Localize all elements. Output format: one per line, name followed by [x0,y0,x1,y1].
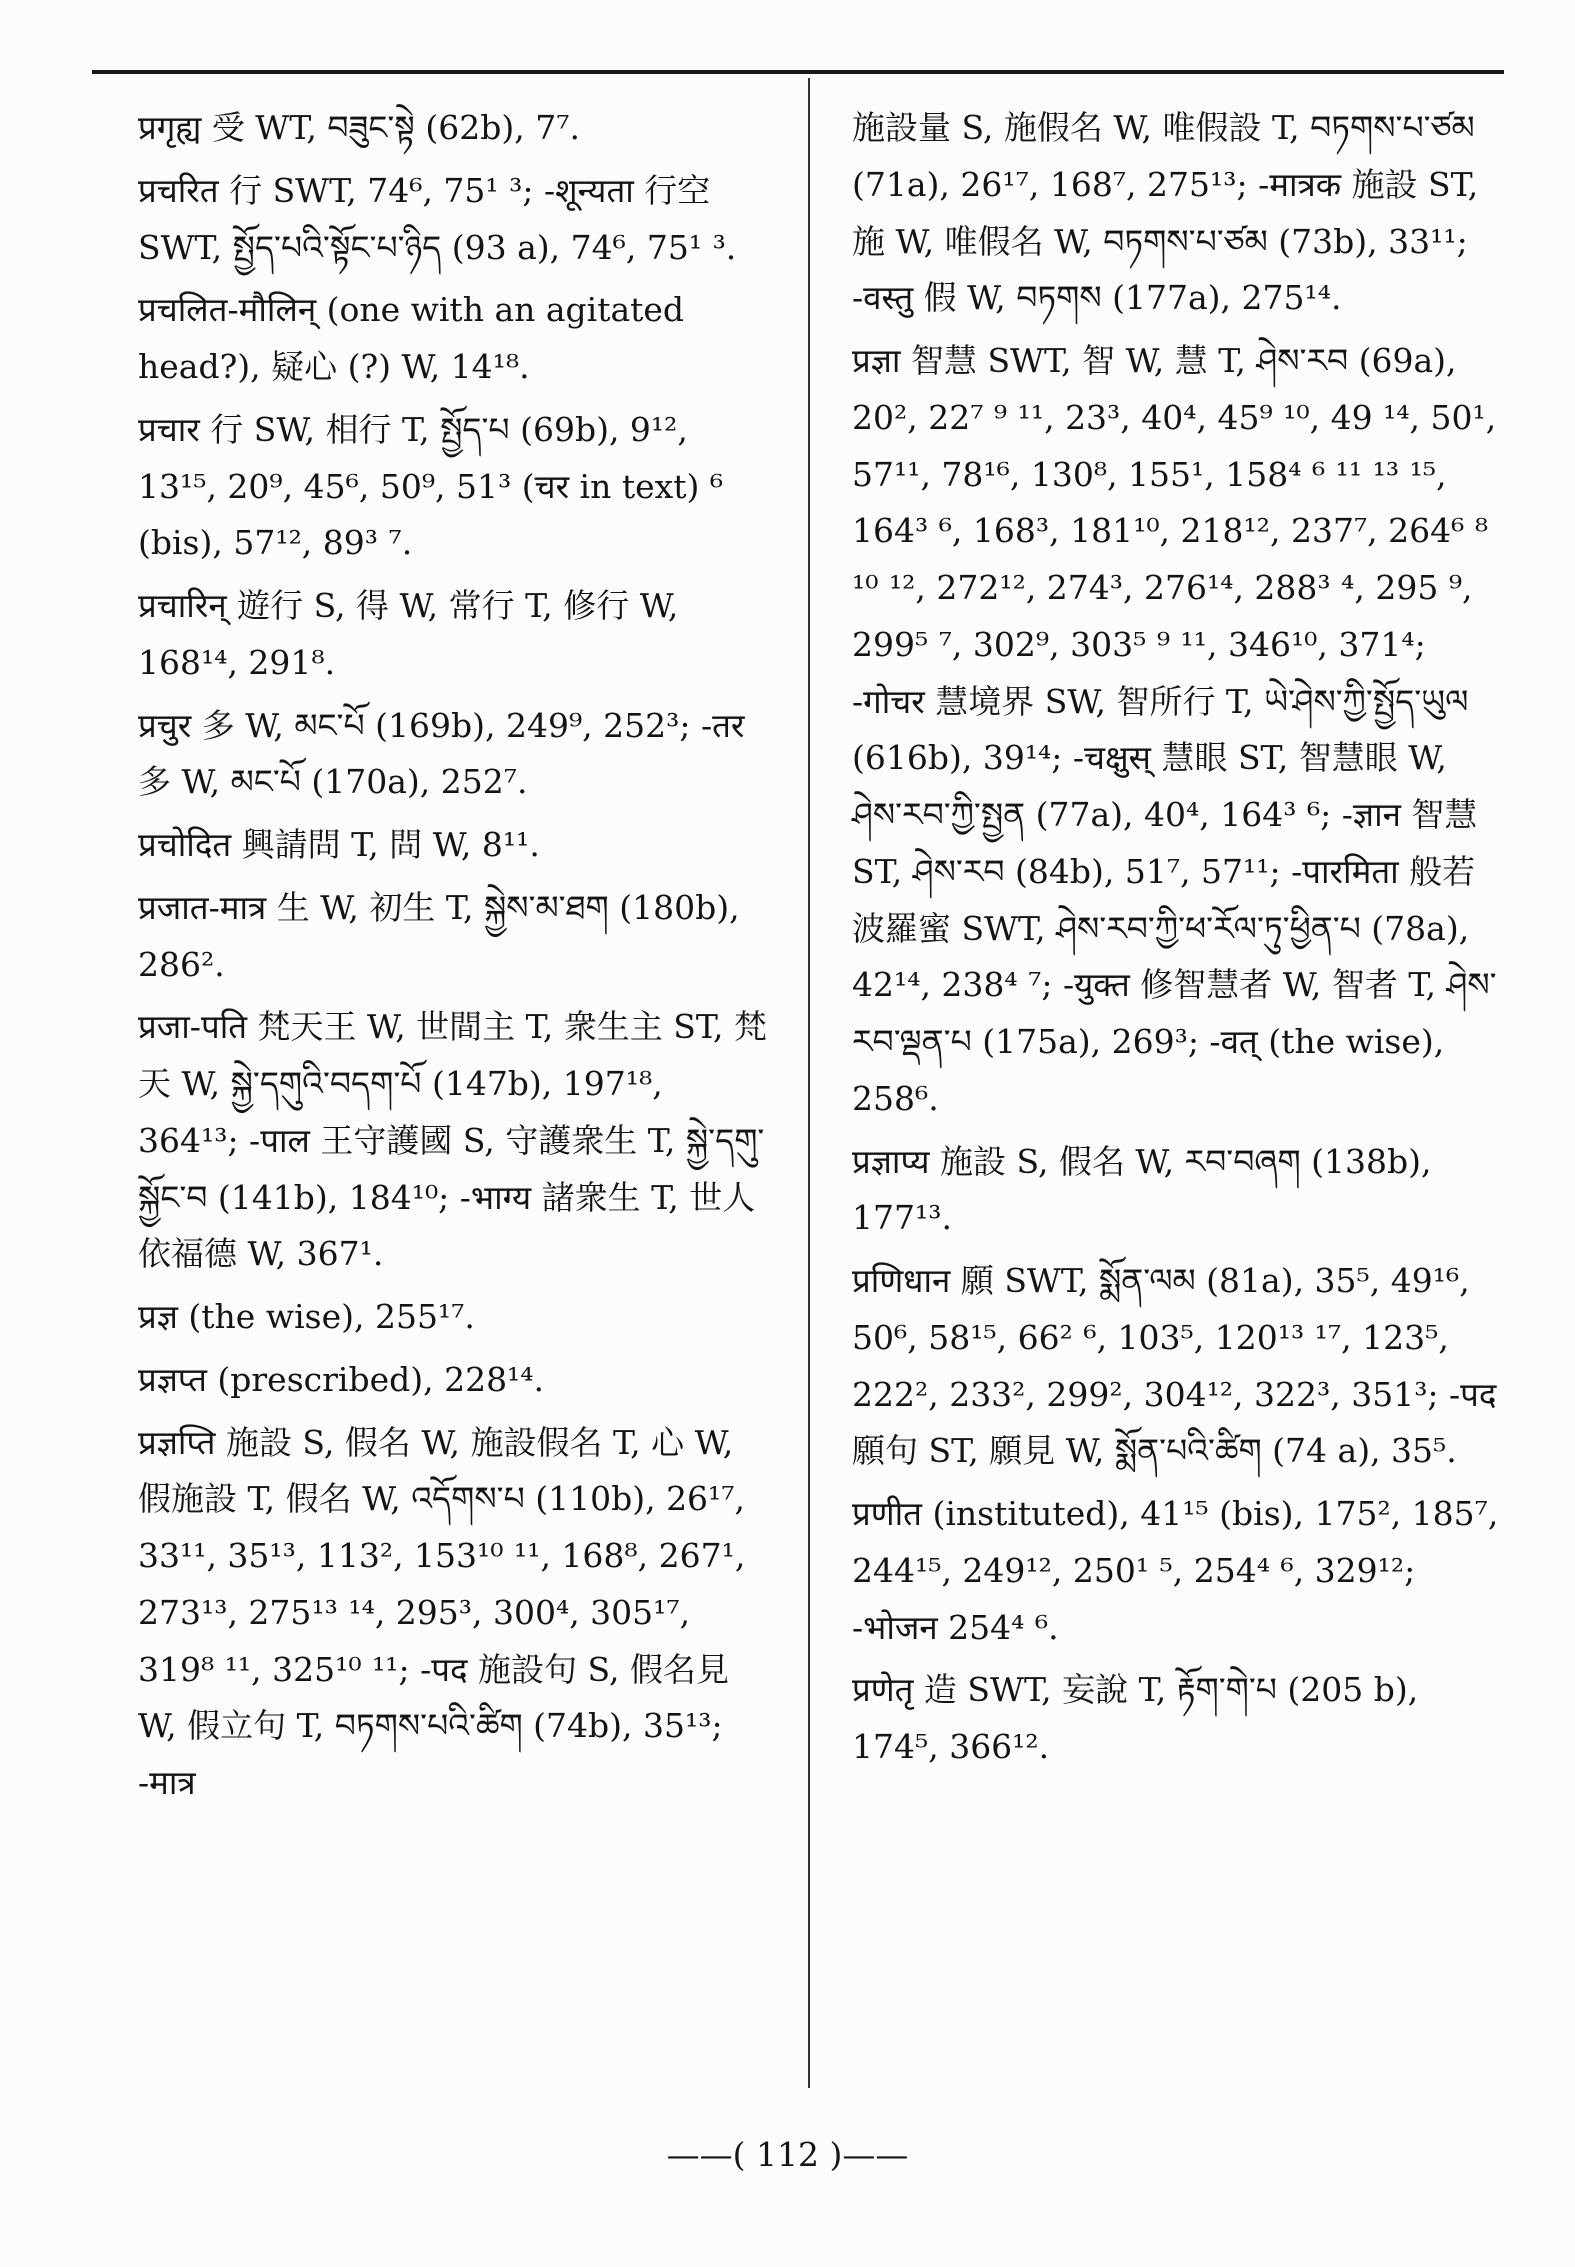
entry-prajna: प्रज्ञा 智慧 SWT, 智 W, 慧 T, ཤེས་རབ (69a), 20², 22⁷ ⁹ ¹¹, 23³, 40⁴, 45⁹ ¹⁰, 49 ¹⁴, 50¹, 57¹¹, 78¹⁶, 130⁸, 155¹, 158⁴ ⁶ ¹¹ ¹³ ¹⁵, 164³ ⁶, 168³, 181¹⁰, 218¹², 237⁷, 264⁶ ⁸ ¹⁰ ¹², 272¹², 274³, 276¹⁴, 288³ ⁴, 295 ⁹, 299⁵ ⁷, 302⁹, 303⁵ ⁹ ¹¹, 346¹⁰, 371⁴; -गोचर 慧境界 SW, 智所行 T, ཡེ་ཤེས་ཀྱི་སྤྱོད་ཡུལ (616b), 39¹⁴; -चक्षुस् 慧眼 ST, 智慧眼 W, ཤེས་རབ་ཀྱི་སྤྱན (77a), 40⁴, 164³ ⁶; -ज्ञान 智慧 ST, ཤེས་རབ (84b), 51⁷, 57¹¹; -पारमिता 般若波羅蜜 SWT, ཤེས་རབ་ཀྱི་ཕ་རོལ་ཏུ་ཕྱིན་པ (78a), 42¹⁴, 238⁴ ⁷; -युक्त 修智慧者 W, 智者 T, ཤེས་རབ་ལྡན་པ (175a), 269³; -वत् (the wise), 258⁶. [852,341,1497,1118]
page-number: ——( 112 )—— [666,2135,909,2174]
entry-pracura: प्रचुर 多 W, མང་པོ (169b), 249⁹, 252³; -तर 多 W, མང་པོ (170a), 252⁷. [138,705,745,802]
entry-prajna-wise: प्रज्ञ (the wise), 255¹⁷. [138,1297,475,1336]
entry-pranetr: प्रणेतृ 造 SWT, 妄說 T, རྟོག་གེ་པ (205 b), 174⁵, 366¹². [852,1670,1419,1766]
entry-praja-pati: प्रजा-पति 梵天王 W, 世間主 T, 衆生主 ST, 梵天 W, སྐྱེ་དགུའི་བདག་པོ (147b), 197¹⁸, 364¹³; -पाल 王守護國 S, 守護衆生 T, སྐྱེ་དགུ་སྐྱོང་བ (141b), 184¹⁰; -भाग्य 諸衆生 T, 世人依福德 W, 367¹. [138,1007,768,1274]
entry-prajnapti-continued: 施設量 S, 施假名 W, 唯假設 T, བཏགས་པ་ཙམ (71a), 26¹⁷, 168⁷, 275¹³; -मात्रक 施設 ST, 施 W, 唯假名 W, བཏགས་པ་ཙམ (73b), 33¹¹; -वस्तु 假 W, བཏགས (177a), 275¹⁴. [852,108,1479,318]
entry-prajnapti: प्रज्ञप्ति 施設 S, 假名 W, 施設假名 T, 心 W, 假施設 T, 假名 W, འདོགས་པ (110b), 26¹⁷, 33¹¹, 35¹³, 113², 153¹⁰ ¹¹, 168⁸, 267¹, 273¹³, 275¹³ ¹⁴, 295³, 300⁴, 305¹⁷, 319⁸ ¹¹, 325¹⁰ ¹¹; -पद 施設句 S, 假名見 W, 假立句 T, བཏགས་པའི་ཚིག (74b), 35¹³; -मात्र [138,1422,746,1802]
entry-pracalita-maulin: प्रचलित-मौलिन् (one with an agitated head?), 疑心 (?) W, 14¹⁸. [138,290,685,386]
entry-prajata-matra: प्रजात-मात्र 生 W, 初生 T, སྐྱེས་མ་ཐག (180b), 286². [138,887,740,984]
entry-prajnapya: प्रज्ञाप्य 施設 S, 假名 W, རབ་བཞག (138b), 177¹³. [852,1141,1432,1238]
entry-pracodita: प्रचोदित 興請問 T, 問 W, 8¹¹. [138,825,540,864]
right-column [852,100,1504,1782]
column-divider [808,78,810,2088]
left-column [138,100,770,1818]
entry-prajnapta: प्रज्ञप्त (prescribed), 228¹⁴. [138,1359,545,1399]
entry-pracarita: प्रचरित 行 SWT, 74⁶, 75¹ ³; -शून्यता 行空 SWT, སྤྱོད་པའི་སྟོང་པ་ཉིད (93 a), 74⁶, 75¹ ³. [138,170,737,267]
entry-pragrhya: प्रगृह्य 受 WT, བཟུང་སྟེ (62b), 7⁷. [138,108,580,147]
entry-pracara: प्रचार 行 SW, 相行 T, སྤྱོད་པ (69b), 9¹², 13¹⁵, 20⁹, 45⁶, 50⁹, 51³ (चर in text) ⁶ (bis), 57¹², 89³ ⁷. [138,409,724,563]
entry-pranita: प्रणीत (instituted), 41¹⁵ (bis), 175², 185⁷, 244¹⁵, 249¹², 250¹ ⁵, 254⁴ ⁶, 329¹²; -भोजन 254⁴ ⁶. [852,1494,1499,1647]
entry-pracarin: प्रचारिन् 遊行 S, 得 W, 常行 T, 修行 W, 168¹⁴, 291⁸. [138,586,679,682]
top-rule [92,70,1504,74]
entry-pranidhana: प्रणिधान 願 SWT, སྨོན་ལམ (81a), 35⁵, 49¹⁶, 50⁶, 58¹⁵, 66² ⁶, 103⁵, 120¹³ ¹⁷, 123⁵, 222², 233², 299², 304¹², 322³, 351³; -पद 願句 ST, 願見 W, སྨོན་པའི་ཚིག (74 a), 35⁵. [852,1261,1497,1471]
